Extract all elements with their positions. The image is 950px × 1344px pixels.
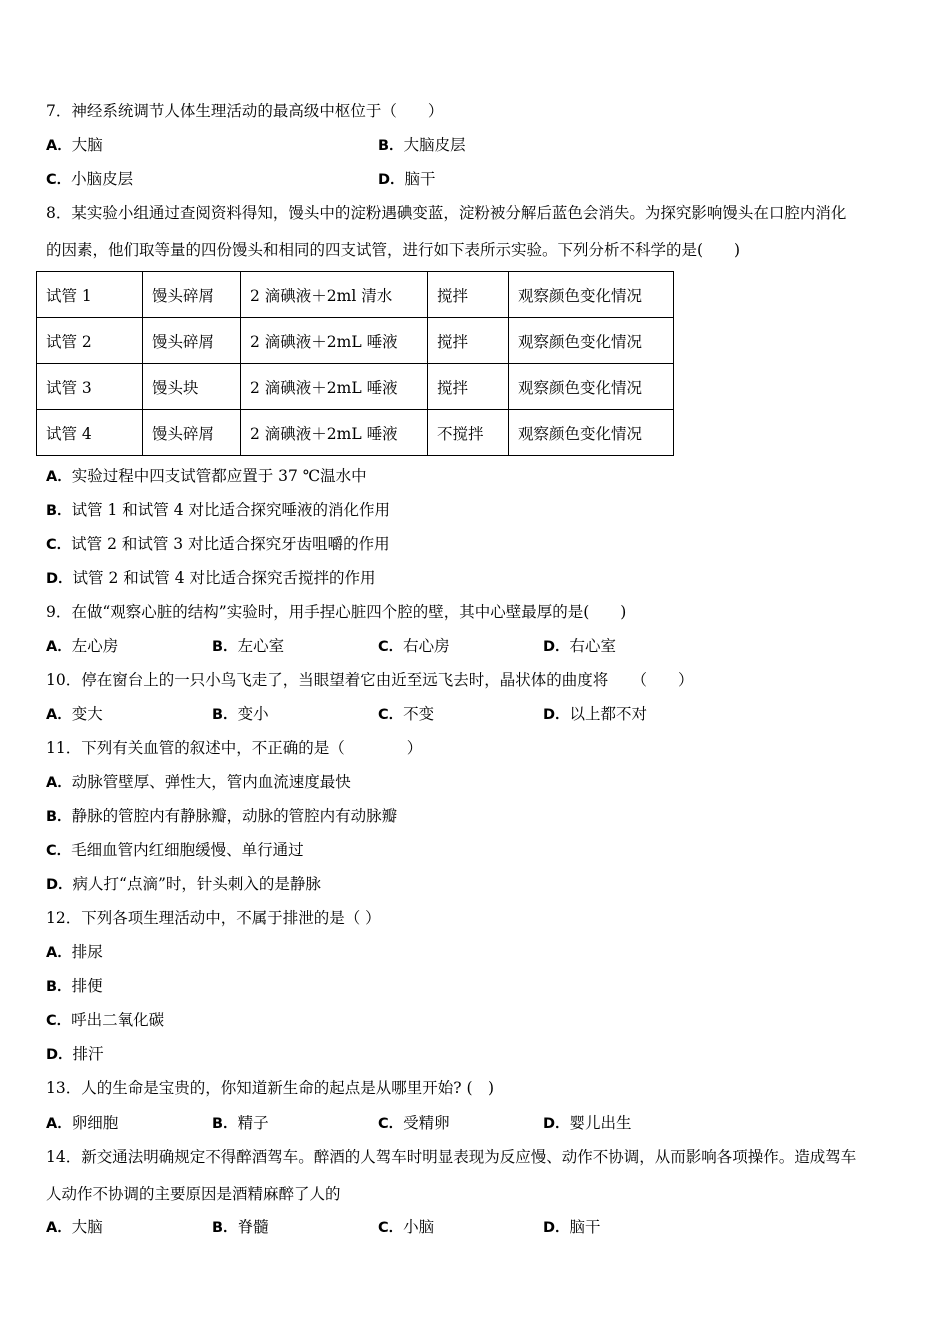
q7-option-d[interactable]: D．脑干 xyxy=(378,170,436,188)
q14-option-a[interactable]: A．大脑 xyxy=(46,1218,103,1236)
table-row xyxy=(37,272,674,318)
q8-stem-line2: 的因素，他们取等量的四份馒头和相同的四支试管，进行如下表所示实验。下列分析不科学的是( ) xyxy=(46,241,741,259)
table-cell: 馒头碎屑 xyxy=(143,318,241,364)
q12-option-d[interactable]: D．排汗 xyxy=(46,1045,104,1063)
experiment-table xyxy=(36,271,674,456)
q11-option-c[interactable]: C．毛细血管内红细胞缓慢、单行通过 xyxy=(46,841,304,859)
table-cell: 试管 4 xyxy=(37,410,143,456)
table-cell: 观察颜色变化情况 xyxy=(509,318,674,364)
q8-option-b[interactable]: B．试管 1 和试管 4 对比适合探究唾液的消化作用 xyxy=(46,501,390,519)
q12-option-b[interactable]: B．排便 xyxy=(46,977,103,995)
q8-option-d[interactable]: D．试管 2 和试管 4 对比适合探究舌搅拌的作用 xyxy=(46,569,376,587)
table-cell: 试管 2 xyxy=(37,318,143,364)
q13-option-b[interactable]: B．精子 xyxy=(212,1114,269,1132)
q14-option-c[interactable]: C．小脑 xyxy=(378,1218,435,1236)
q7-stem: 7．神经系统调节人体生理活动的最高级中枢位于（ ） xyxy=(46,102,444,120)
q7-option-b[interactable]: B．大脑皮层 xyxy=(378,136,466,154)
table-cell: 馒头碎屑 xyxy=(143,272,241,318)
q10-stem: 10．停在窗台上的一只小鸟飞走了，当眼望着它由近至远飞去时，晶状体的曲度将 （ ） xyxy=(46,671,694,689)
table-cell: 不搅拌 xyxy=(428,410,509,456)
table-row xyxy=(37,364,674,410)
table-cell: 2 滴碘液＋2mL 唾液 xyxy=(241,318,428,364)
q14-stem-line1: 14．新交通法明确规定不得醉酒驾车。醉酒的人驾车时明显表现为反应慢、动作不协调，从而影响各项操作。造成驾车 xyxy=(46,1148,857,1166)
q12-stem: 12．下列各项生理活动中，不属于排泄的是（ ） xyxy=(46,909,381,927)
table-cell: 观察颜色变化情况 xyxy=(509,272,674,318)
q9-option-a[interactable]: A．左心房 xyxy=(46,637,119,655)
table-cell: 试管 1 xyxy=(37,272,143,318)
q9-option-c[interactable]: C．右心房 xyxy=(378,637,450,655)
q11-option-d[interactable]: D．病人打“点滴”时，针头刺入的是静脉 xyxy=(46,875,321,893)
q8-stem-line1: 8．某实验小组通过查阅资料得知，馒头中的淀粉遇碘变蓝，淀粉被分解后蓝色会消失。为探究影响馒头在口腔内消化 xyxy=(46,204,847,222)
q8-option-c[interactable]: C．试管 2 和试管 3 对比适合探究牙齿咀嚼的作用 xyxy=(46,535,390,553)
q12-option-c[interactable]: C．呼出二氧化碳 xyxy=(46,1011,165,1029)
q13-option-a[interactable]: A．卵细胞 xyxy=(46,1114,119,1132)
table-cell: 观察颜色变化情况 xyxy=(509,364,674,410)
table-cell: 馒头碎屑 xyxy=(143,410,241,456)
table-cell: 2 滴碘液＋2mL 唾液 xyxy=(241,364,428,410)
q10-option-c[interactable]: C．不变 xyxy=(378,705,435,723)
q12-option-a[interactable]: A．排尿 xyxy=(46,943,103,961)
table-cell: 观察颜色变化情况 xyxy=(509,410,674,456)
q11-option-a[interactable]: A．动脉管壁厚、弹性大，管内血流速度最快 xyxy=(46,773,351,791)
table-cell: 2 滴碘液＋2ml 清水 xyxy=(241,272,428,318)
q14-option-b[interactable]: B．脊髓 xyxy=(212,1218,269,1236)
table-cell: 搅拌 xyxy=(428,272,509,318)
table-row xyxy=(37,410,674,456)
q7-option-a[interactable]: A．大脑 xyxy=(46,136,103,154)
q7-option-c[interactable]: C．小脑皮层 xyxy=(46,170,134,188)
q9-stem: 9．在做“观察心脏的结构”实验时，用手捏心脏四个腔的壁，其中心壁最厚的是( ) xyxy=(46,603,627,621)
q10-option-a[interactable]: A．变大 xyxy=(46,705,103,723)
q13-option-d[interactable]: D．婴儿出生 xyxy=(543,1114,632,1132)
q13-option-c[interactable]: C．受精卵 xyxy=(378,1114,450,1132)
table-cell: 馒头块 xyxy=(143,364,241,410)
q8-option-a[interactable]: A．实验过程中四支试管都应置于 37 ℃温水中 xyxy=(46,467,367,485)
table-cell: 搅拌 xyxy=(428,364,509,410)
q11-option-b[interactable]: B．静脉的管腔内有静脉瓣，动脉的管腔内有动脉瓣 xyxy=(46,807,398,825)
q9-option-b[interactable]: B．左心室 xyxy=(212,637,285,655)
q11-stem: 11．下列有关血管的叙述中，不正确的是（ ） xyxy=(46,739,423,757)
q14-stem-line2: 人动作不协调的主要原因是酒精麻醉了人的 xyxy=(46,1185,341,1203)
q14-option-d[interactable]: D．脑干 xyxy=(543,1218,601,1236)
table-row xyxy=(37,318,674,364)
q9-option-d[interactable]: D．右心室 xyxy=(543,637,617,655)
table-cell: 试管 3 xyxy=(37,364,143,410)
q10-option-b[interactable]: B．变小 xyxy=(212,705,269,723)
table-cell: 搅拌 xyxy=(428,318,509,364)
q13-stem: 13．人的生命是宝贵的，你知道新生命的起点是从哪里开始? ( ) xyxy=(46,1079,495,1097)
q10-option-d[interactable]: D．以上都不对 xyxy=(543,705,648,723)
table-cell: 2 滴碘液＋2mL 唾液 xyxy=(241,410,428,456)
